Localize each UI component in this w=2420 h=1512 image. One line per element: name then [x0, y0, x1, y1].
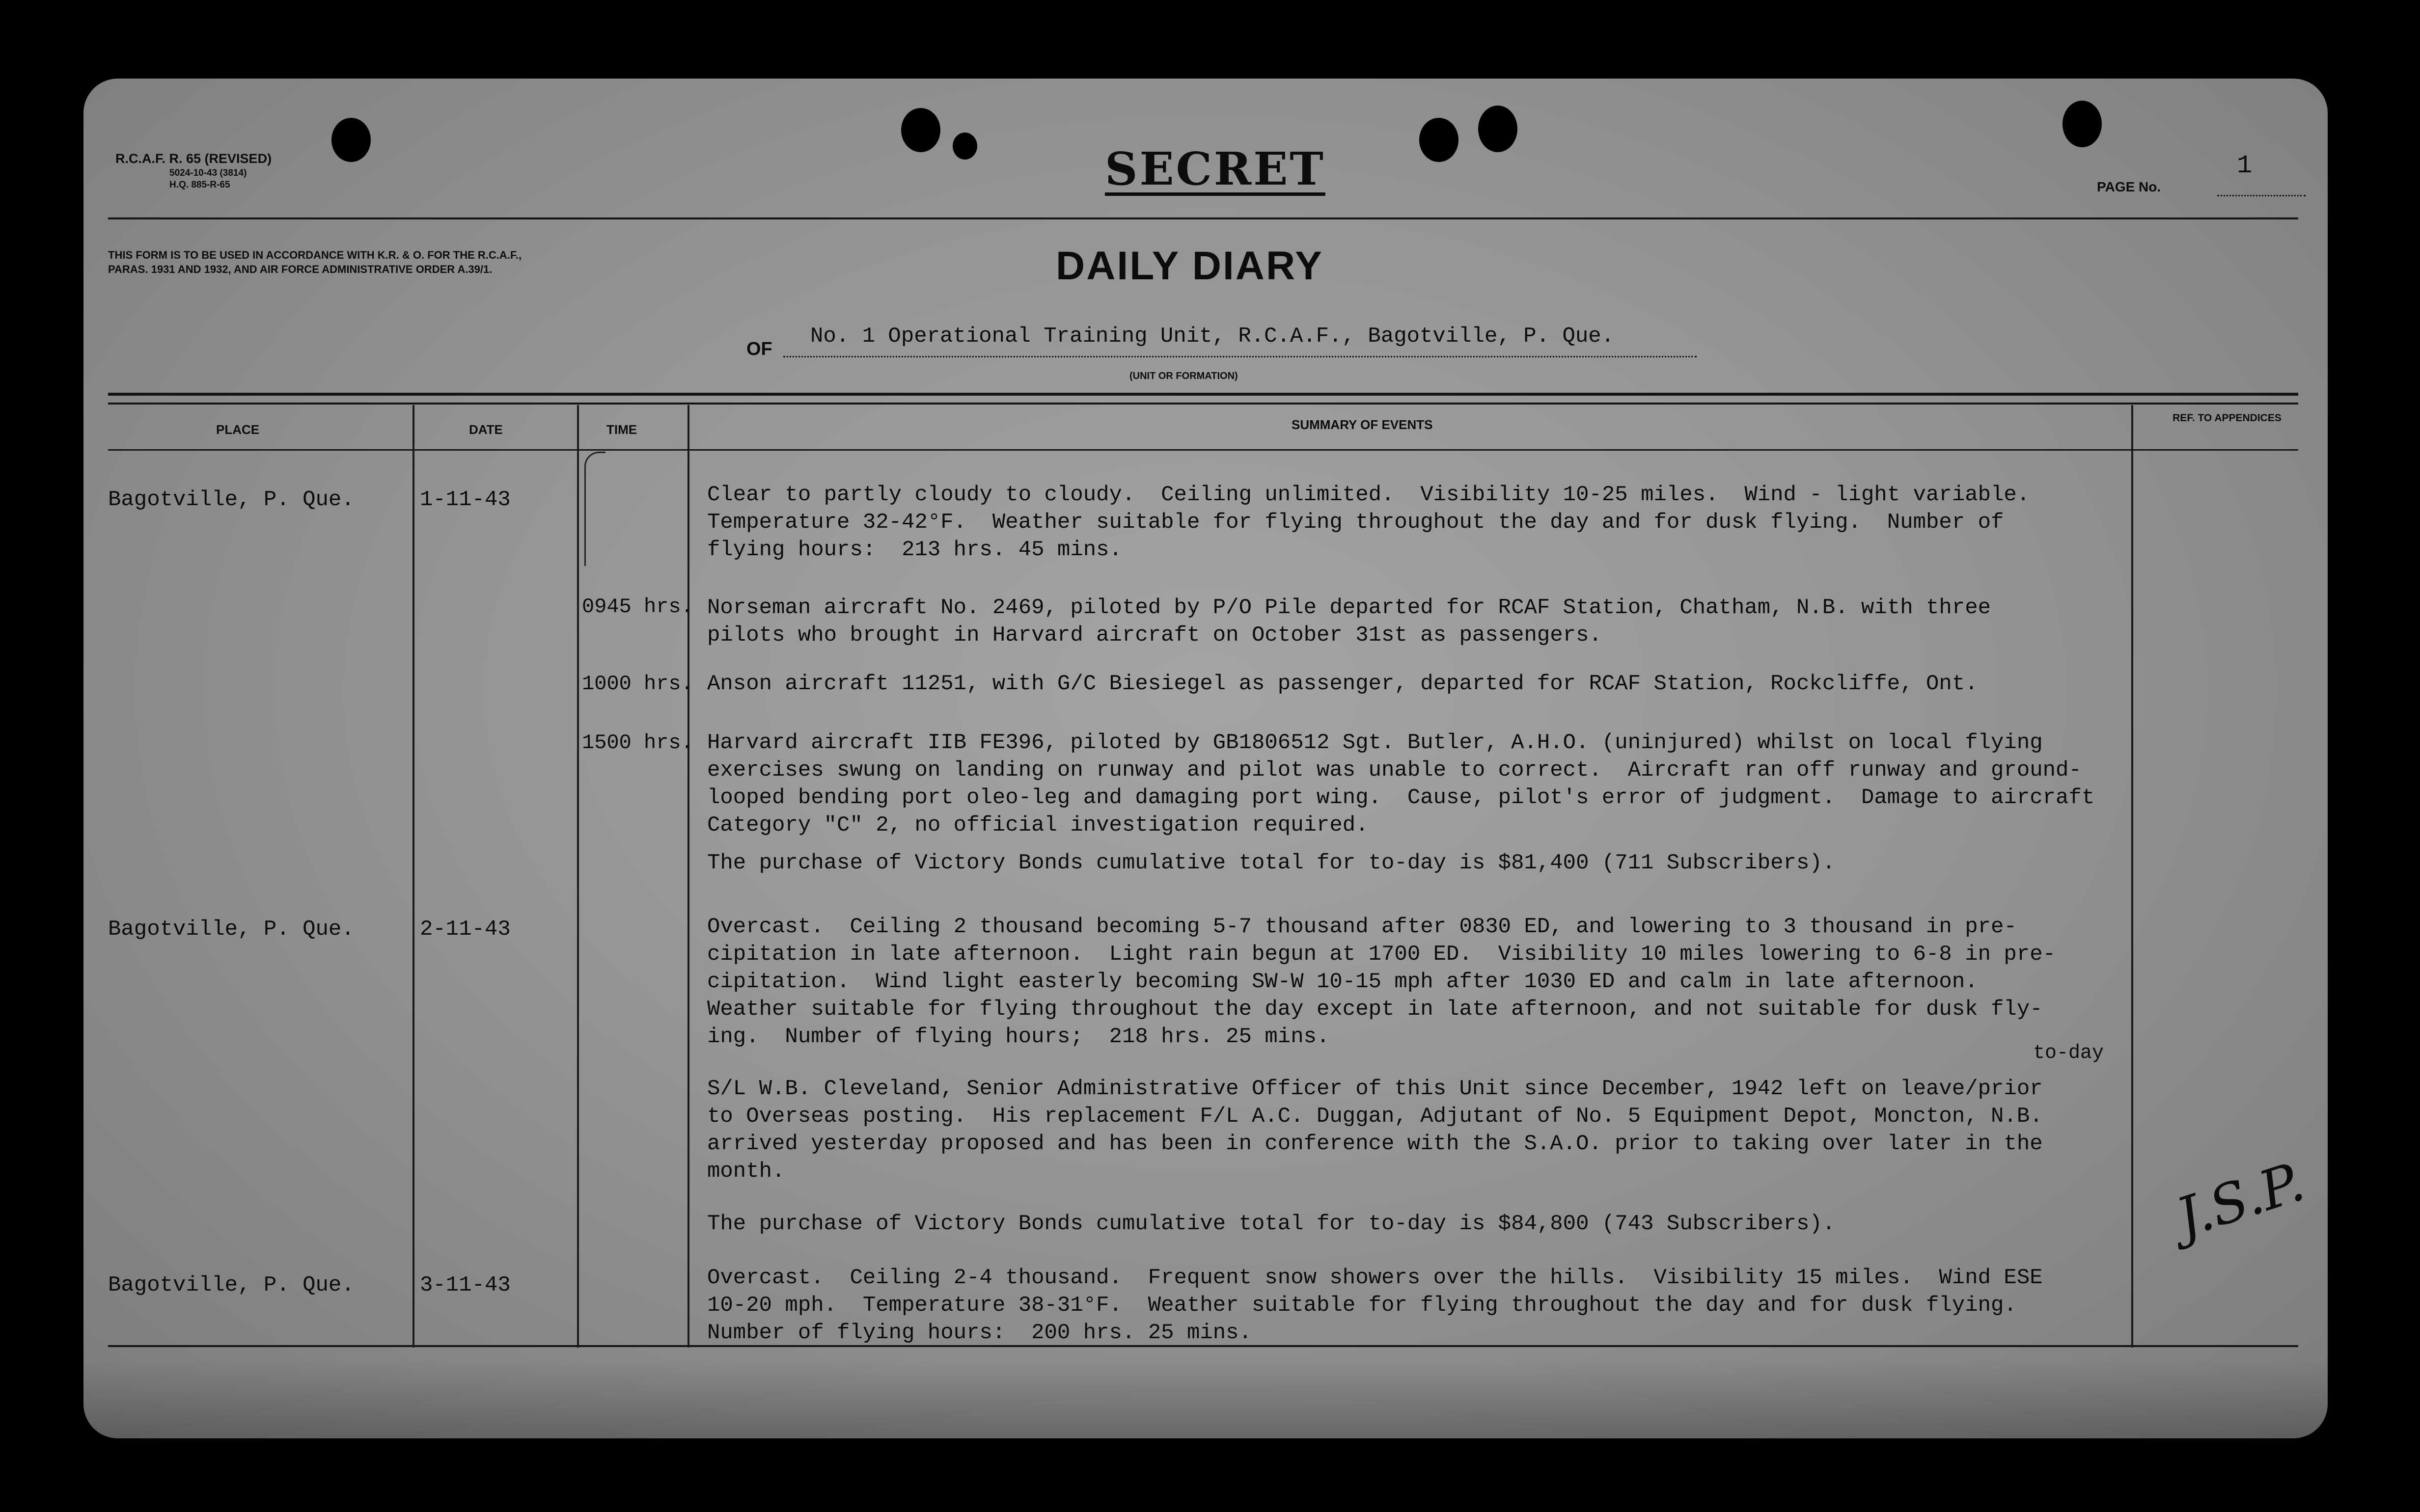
unit-of-label: OF	[746, 339, 772, 359]
event-text: Overcast. Ceiling 2-4 thousand. Frequent snow showers over the hills. Visibility 15 miles. Wind ESE 10-20 mph. Temperature 38-31°F. Weather suitable for flying throughout the day and for dusk flying. Number of flying hours: 200 hrs. 25 mins.	[707, 1266, 2043, 1345]
entry-date: 1-11-43	[420, 487, 511, 512]
column-divider	[688, 405, 689, 1348]
punch-hole	[1419, 118, 1458, 162]
card-edge-shadow	[83, 1360, 2328, 1438]
entry-date: 2-11-43	[420, 917, 511, 942]
entry-place: Bagotville, P. Que.	[108, 1273, 355, 1297]
form-code	[115, 150, 272, 191]
table-header-rule	[108, 449, 2298, 451]
page-number-line	[2217, 195, 2306, 196]
appendix-initials: J.S.P.	[2169, 1150, 2311, 1250]
event-text: The purchase of Victory Bonds cumulative total for to-day is $84,800 (743 Subscribers).	[707, 1212, 1836, 1236]
time-bracket-mark	[584, 452, 605, 566]
column-header-place: PLACE	[216, 422, 260, 437]
diary-card	[83, 79, 2328, 1438]
form-code-line: 5024-10-43 (3814)	[169, 168, 247, 178]
event-text: Overcast. Ceiling 2 thousand becoming 5-7 thousand after 0830 ED, and lowering to 3 thousand in pre- cipitation in late afternoon. Light rain begun at 1700 ED. Visibility 10 miles lowering to 6-8 in pre- cipitation. Wind light easterly becoming SW-W 10-15 mph after 1030 ED and calm in late afternoon. Weather suitable for flying throughout the day except in late afternoon, and not suitable for dusk fly- ing. Number of flying hours; 218 hrs. 25 mins.	[707, 915, 2056, 1049]
punch-hole	[331, 118, 371, 162]
entry-place: Bagotville, P. Que.	[108, 917, 355, 942]
entry-place: Bagotville, P. Que.	[108, 487, 355, 512]
entry-time: 0945 hrs.	[582, 595, 693, 619]
event-text: Harvard aircraft IIB FE396, piloted by GB1806512 Sgt. Butler, A.H.O. (uninjured) whilst on local flying exercises swung on landing on runway and pilot was unable to correct. Aircraft ran off runway and ground- looped bending port oleo-leg and damaging port wing. Cause, pilot's error of judgment. Damage to aircraft Category "C" 2, no official investigation required.	[707, 730, 2095, 837]
unit-underline	[783, 356, 1697, 357]
event-text: S/L W.B. Cleveland, Senior Administrative Officer of this Unit since December, 1942 left on leave/prior to Overseas posting. His replacement F/L A.C. Duggan, Adjutant of No. 5 Equipment Depot, Moncton, N.B. arrived yesterday proposed and has been in conference with the S.A.O. prior to taking over later in the month.	[707, 1077, 2043, 1184]
page-label: PAGE No.	[2097, 179, 2161, 194]
punch-hole	[2062, 101, 2102, 147]
entry-time: 1500 hrs.	[582, 731, 693, 755]
column-divider	[412, 405, 414, 1348]
form-code-line: H.Q. 885-R-65	[169, 180, 230, 190]
page-number: 1	[2237, 151, 2253, 180]
unit-caption: (UNIT OR FORMATION)	[1129, 371, 1238, 381]
form-instructions: THIS FORM IS TO BE USED IN ACCORDANCE WITH K.R. & O. FOR THE R.C.A.F., PARAS. 1931 AND 1932, AND AIR FORCE ADMINISTRATIVE ORDER A.39/1.	[108, 249, 522, 275]
table-top-rule-inner	[108, 403, 2298, 405]
event-text: Anson aircraft 11251, with G/C Biesiegel as passenger, departed for RCAF Station, Rockcliffe, Ont.	[707, 672, 1978, 696]
event-text: Norseman aircraft No. 2469, piloted by P/O Pile departed for RCAF Station, Chatham, N.B. with three pilots who brought in Harvard aircraft on October 31st as passengers.	[707, 595, 1991, 648]
unit-name: No. 1 Operational Training Unit, R.C.A.F., Bagotville, P. Que.	[810, 324, 1615, 349]
event-text: Clear to partly cloudy to cloudy. Ceiling unlimited. Visibility 10-25 miles. Wind - light variable. Temperature 32-42°F. Weather suitable for flying throughout the day and for dusk flying. Number of flying hours: 213 hrs. 45 mins.	[707, 483, 2030, 562]
punch-hole	[1478, 106, 1517, 152]
event-text: The purchase of Victory Bonds cumulative total for to-day is $81,400 (711 Subscribers).	[707, 851, 1836, 875]
column-header-date: DATE	[469, 422, 503, 437]
column-header-time: TIME	[606, 422, 637, 437]
column-header-summary: SUMMARY OF EVENTS	[1292, 417, 1433, 432]
classification-stamp: SECRET	[1105, 142, 1325, 195]
event-insert: to-day	[2033, 1042, 2104, 1064]
table-top-rule	[108, 393, 2298, 396]
diary-title: DAILY DIARY	[1056, 243, 1323, 288]
form-code-line: R.C.A.F. R. 65 (REVISED)	[115, 151, 272, 166]
entry-time: 1000 hrs.	[582, 672, 693, 696]
punch-hole	[901, 108, 940, 152]
column-divider	[577, 405, 579, 1348]
entry-date: 3-11-43	[420, 1273, 511, 1297]
header-rule	[108, 217, 2298, 219]
column-header-ref: REF. TO APPENDICES	[2172, 412, 2282, 424]
punch-hole	[953, 133, 977, 160]
